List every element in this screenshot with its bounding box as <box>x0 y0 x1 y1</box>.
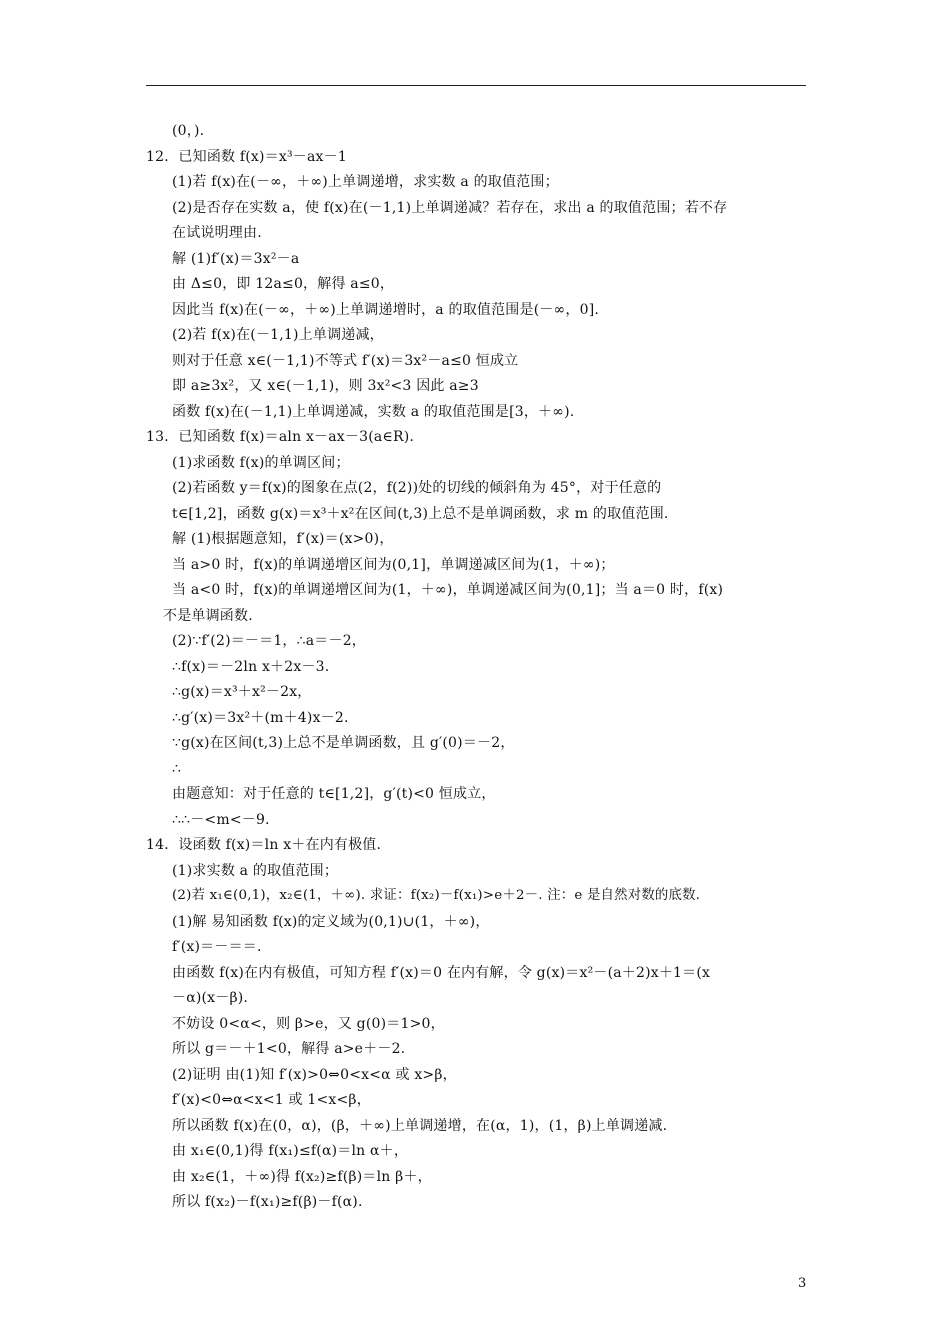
text-line: ∴g(x)＝x³＋x²－2x， <box>172 684 312 700</box>
text-line: 解 (1)f′(x)＝3x²－a <box>172 251 300 267</box>
text-line: 解 (1)根据题意知，f′(x)＝(x>0)， <box>172 531 394 547</box>
text-line: 所以函数 f(x)在(0，α)，(β，＋∞)上单调递增，在(α，1)，(1，β)上单调递减. <box>172 1118 668 1134</box>
text-line: ∴f(x)＝－2ln x＋2x－3. <box>172 659 330 675</box>
text-line: 由函数 f(x)在内有极值，可知方程 f′(x)＝0 在内有解，令 g(x)＝x²－(a＋2)x＋1＝(x <box>172 965 711 981</box>
text-line: (0，). <box>172 123 205 139</box>
text-line: (1)求函数 f(x)的单调区间； <box>172 455 350 471</box>
text-line: 则对于任意 x∈(－1,1)不等式 f′(x)＝3x²－a≤0 恒成立 <box>172 353 519 369</box>
text-line: 由 x₂∈(1，＋∞)得 f(x₂)≥f(β)＝ln β＋， <box>172 1169 432 1185</box>
text-line: 所以 g＝－＋1<0，解得 a>e＋－2. <box>172 1041 406 1057</box>
text-line: (1)解 易知函数 f(x)的定义域为(0,1)∪(1，＋∞)， <box>172 914 490 930</box>
text-line: (2)若 x₁∈(0,1)，x₂∈(1，＋∞). 求证：f(x₂)－f(x₁)>e＋2－. 注：e 是自然对数的底数. <box>172 888 701 903</box>
text-line: (1)若 f(x)在(－∞，＋∞)上单调递增，求实数 a 的取值范围； <box>172 174 559 190</box>
header-rule <box>146 85 806 86</box>
text-line: 由 x₁∈(0,1)得 f(x₁)≤f(α)＝ln α＋， <box>172 1143 409 1159</box>
text-line: 不妨设 0<α<，则 β>e，又 g(0)＝1>0， <box>172 1016 445 1032</box>
text-line: (2)若函数 y＝f(x)的图象在点(2，f(2))处的切线的倾斜角为 45°，对于任意的 <box>172 480 662 496</box>
text-line: 不是单调函数. <box>163 608 253 624</box>
page-number: 3 <box>798 1276 807 1291</box>
text-line: 由题意知：对于任意的 t∈[1,2]，g′(t)<0 恒成立， <box>172 786 496 802</box>
text-line: 当 a>0 时，f(x)的单调递增区间为(0,1]，单调递减区间为(1，＋∞)； <box>172 557 615 573</box>
problem-13-heading: 13．已知函数 f(x)＝aln x－ax－3(a∈R). <box>146 429 415 445</box>
text-line: (1)求实数 a 的取值范围； <box>172 863 339 879</box>
text-line: 函数 f(x)在(－1,1)上单调递减，实数 a 的取值范围是[3，＋∞). <box>172 404 575 420</box>
text-line: ∴g′(x)＝3x²＋(m＋4)x－2. <box>172 710 349 726</box>
text-line: －α)(x－β). <box>172 990 249 1006</box>
text-line: 当 a<0 时，f(x)的单调递增区间为(1，＋∞)，单调递减区间为(0,1]；当 a＝0 时，f(x) <box>172 582 724 598</box>
text-line: ∴ <box>172 761 182 777</box>
text-line: 即 a≥3x²，又 x∈(－1,1)，则 3x²<3 因此 a≥3 <box>172 378 479 394</box>
text-line: f′(x)<0⇔α<x<1 或 1<x<β， <box>172 1092 371 1108</box>
text-line: 因此当 f(x)在(－∞，＋∞)上单调递增时，a 的取值范围是(－∞，0]. <box>172 302 600 318</box>
text-line: (2)证明 由(1)知 f′(x)>0⇔0<x<α 或 x>β， <box>172 1067 457 1083</box>
text-line: 在试说明理由. <box>172 225 262 241</box>
text-line: (2)若 f(x)在(－1,1)上单调递减， <box>172 327 384 343</box>
problem-14-heading: 14．设函数 f(x)＝ln x＋在内有极值. <box>146 837 382 853</box>
text-line: ∴∴－<m<－9. <box>172 812 270 828</box>
text-line: 所以 f(x₂)－f(x₁)≥f(β)－f(α). <box>172 1194 363 1210</box>
problem-12-heading: 12．已知函数 f(x)＝x³－ax－1 <box>146 149 347 165</box>
text-line: (2)∵f′(2)＝－＝1，∴a＝－2， <box>172 633 366 649</box>
text-line: (2)是否存在实数 a，使 f(x)在(－1,1)上单调递减？若存在，求出 a 的取值范围；若不存 <box>172 200 728 216</box>
text-line: ∵g(x)在区间(t,3)上总不是单调函数，且 g′(0)＝－2， <box>172 735 515 751</box>
text-line: t∈[1,2]，函数 g(x)＝x³＋x²在区间(t,3)上总不是单调函数，求 m 的取值范围. <box>172 506 669 522</box>
text-line: 由 Δ≤0，即 12a≤0，解得 a≤0， <box>172 276 395 292</box>
text-line: f′(x)＝－＝＝. <box>172 939 262 955</box>
